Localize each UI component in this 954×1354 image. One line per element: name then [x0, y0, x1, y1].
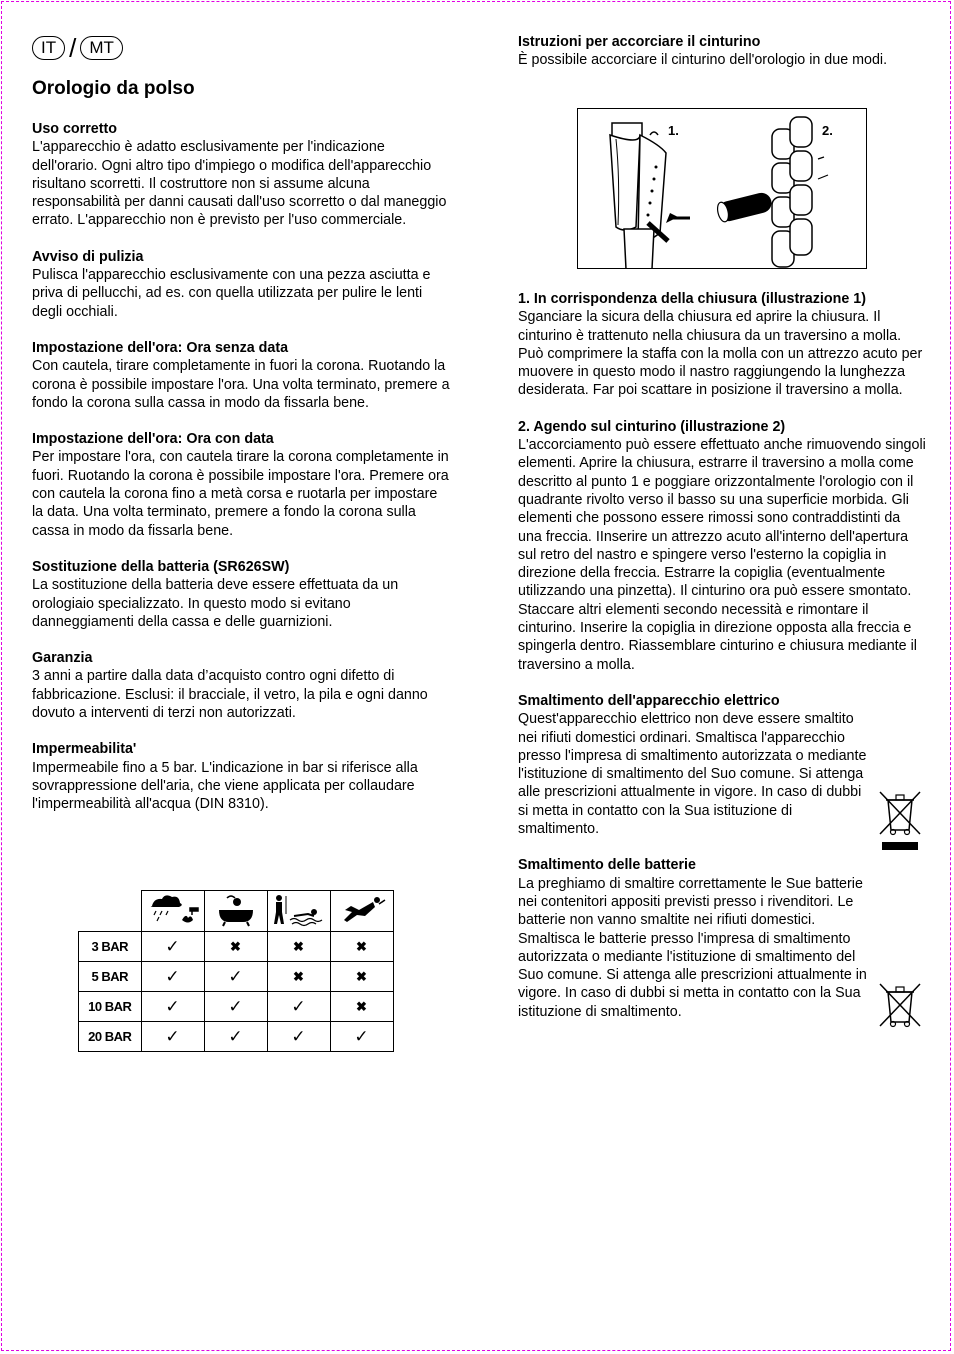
page-title: Orologio da polso — [32, 78, 195, 99]
illustration-label-2: 2. — [822, 123, 833, 138]
section-heading: Avviso di pulizia — [32, 248, 144, 265]
section-heading: Impostazione dell'ora: Ora con data — [32, 431, 274, 448]
mark-ok: ✓ — [204, 992, 267, 1022]
section-heading: Smaltimento dell'apparecchio elettrico — [518, 692, 780, 709]
section-text: Quest'apparecchio elettrico non deve essere smaltito nei rifiuti domestici ordinari. Smaltisca l'apparecchio presso l'impresa di smaltimento autorizzata o mediante l'istituzione di smaltimento del Suo comune. Si attenga alle prescrizioni attualmente in vigore. In caso di dubbi si metta in contatto con la Sua istituzione di smaltimento. — [518, 711, 867, 838]
section-garanzia — [32, 649, 452, 722]
section-smaltimento-batterie — [518, 856, 876, 1021]
weee-bin-icon — [878, 790, 922, 852]
section-avviso-pulizia — [32, 248, 452, 321]
section-cinturino — [518, 418, 928, 674]
left-column — [32, 120, 452, 832]
bar-label: 3 BAR — [79, 932, 142, 962]
section-heading: 1. In corrispondenza della chiusura (illustrazione 1) — [518, 291, 866, 307]
section-uso-corretto — [32, 120, 452, 230]
section-text: Impermeabile fino a 5 bar. L'indicazione in bar si riferisce alla sovrappressione dell'aria, che viene applicata per collaudare l'impermeabilità all'acqua (DIN 8310). — [32, 759, 418, 813]
section-heading: Smaltimento delle batterie — [518, 857, 696, 874]
mark-ok: ✓ — [141, 1022, 204, 1052]
swimming-icon — [267, 891, 330, 932]
section-text: La preghiamo di smaltire correttamente le Sue batterie nei contenitori appositi previsti presso i rivenditori. Le batterie non vanno smaltite nei rifiuti domestici. Smaltisca le batterie presso l'impresa di smaltimento autorizzata o mediante l'istituzione di smaltimento del Suo comune. Si attenga alle prescrizioni attualmente in vigore. In caso di dubbi si metta in contatto con la Sua istituzione di smaltimento. — [518, 875, 867, 1020]
lang-badge-mt: MT — [80, 36, 123, 60]
mark-ok: ✓ — [204, 1022, 267, 1052]
section-impermeabilita — [32, 740, 452, 813]
section-ora-senza-data — [32, 339, 452, 412]
bar-label: 5 BAR — [79, 962, 142, 992]
mark-no: ✖ — [330, 992, 393, 1022]
table-row — [79, 1022, 394, 1052]
section-heading: 2. Agendo sul cinturino (illustrazione 2) — [518, 418, 786, 435]
section-heading: Garanzia — [32, 650, 93, 667]
section-heading: Uso corretto — [32, 121, 117, 137]
section-text: La sostituzione della batteria deve essere effettuata da un orologiaio specializzato. In questo modo si evitano danneggiamenti della cassa e delle guarnizioni. — [32, 577, 399, 630]
section-batteria — [32, 558, 452, 631]
section-text: Con cautela, tirare completamente in fuori la corona. Ruotando la corona è possibile impostare l'ora. Una volta terminato, premere a fondo la corona sulla cassa in modo da fissarla bene. — [32, 358, 450, 411]
section-text: Per impostare l'ora, con cautela tirare la corona completamente in fuori. Ruotando la corona è possibile impostare l'ora. Premere ora con cautela la corona fino a metà corsa e ruotarla per impostare la data. Una volta terminato, premere a fondo la corona sulla cassa in modo da fissarla bene. — [32, 449, 449, 539]
badge-separator: / — [69, 33, 77, 63]
table-icon-row — [79, 891, 394, 932]
mark-no: ✖ — [330, 932, 393, 962]
mark-ok: ✓ — [141, 932, 204, 962]
bath-shower-icon — [204, 891, 267, 932]
mark-ok: ✓ — [330, 1022, 393, 1052]
lang-badge-it: IT — [32, 36, 65, 60]
mark-ok: ✓ — [267, 992, 330, 1022]
strap-illustration — [577, 108, 867, 269]
section-text: È possibile accorciare il cinturino dell'orologio in due modi. — [518, 52, 888, 69]
section-text: Sganciare la sicura della chiusura ed aprire la chiusura. Il cinturino è trattenuto nella chiusura da un traversino a molla. Può comprimere la staffa con la molla con un attrezzo acuto per muovere in questo modo il nastro raggiungendo la lunghezza desiderata. Far poi scattare in posizione il traversino a molla. — [518, 309, 923, 399]
water-resistance-table — [78, 890, 394, 1052]
right-column — [518, 290, 928, 1039]
right-intro — [518, 33, 928, 88]
mark-ok: ✓ — [267, 1022, 330, 1052]
mark-no: ✖ — [267, 962, 330, 992]
rain-splash-icon — [141, 891, 204, 932]
section-smaltimento-apparecchio — [518, 692, 870, 838]
section-heading: Impostazione dell'ora: Ora senza data — [32, 339, 289, 356]
section-ora-con-data — [32, 430, 452, 540]
section-chiusura — [518, 290, 928, 400]
table-row — [79, 992, 394, 1022]
section-accorciare — [518, 33, 928, 70]
section-text: L'apparecchio è adatto esclusivamente per l'indicazione dell'orario. Ogni altro tipo d'impiego o modifica dell'apparecchio risultano scorretti. Il costruttore non si assume alcuna responsabilità per danni causati dall'uso scorretto o dal maneggio errato. L'apparecchio non è previsto per l'uso commerciale. — [32, 139, 447, 229]
mark-no: ✖ — [204, 932, 267, 962]
mark-ok: ✓ — [141, 992, 204, 1022]
illustration-label-1: 1. — [668, 123, 679, 138]
diving-icon — [330, 891, 393, 932]
mark-ok: ✓ — [204, 962, 267, 992]
section-text: L'accorciamento può essere effettuato anche rimuovendo singoli elementi. Aprire la chiusura, estrarre il traversino a molla come descritto al punto 1 e poggiare orizzontalmente l'orologio con il quadrante rivolto verso il basso su una superficie morbida. Gli elementi che possono essere rimossi sono contraddistinti da una freccia. IInserire un attrezzo acuto all'interno dell'apertura sul retro del nastro e spingere verso l'esterno la copiglia in direzione della freccia. Estrarre la copiglia (eventualmente utilizzando una pinzetta). Il cinturino ora può essere smontato. Staccare altri elementi secondo necessità e rimontare il cinturino. Inserire la copiglia in direzione opposta alla freccia e spingerla dentro. Riassemblare cinturino e chiusura mediante il traversino a molla. — [518, 437, 926, 673]
table-row — [79, 932, 394, 962]
section-heading: Sostituzione della batteria (SR626SW) — [32, 558, 290, 575]
language-badges — [32, 35, 123, 61]
mark-ok: ✓ — [141, 962, 204, 992]
section-heading: Impermeabilita' — [32, 741, 137, 758]
battery-bin-icon — [878, 982, 922, 1028]
bar-label: 20 BAR — [79, 1022, 142, 1052]
section-heading: Istruzioni per accorciare il cinturino — [518, 34, 761, 50]
mark-no: ✖ — [267, 932, 330, 962]
table-row — [79, 962, 394, 992]
section-text: 3 anni a partire dalla data d’acquisto contro ogni difetto di fabbricazione. Esclusi: il bracciale, il vetro, la pila e ogni danno dovuto a interventi di terzi non autorizzati. — [32, 668, 428, 722]
bar-label: 10 BAR — [79, 992, 142, 1022]
mark-no: ✖ — [330, 962, 393, 992]
table-corner — [79, 891, 142, 932]
section-text: Pulisca l'apparecchio esclusivamente con una pezza asciutta e priva di pellucchi, ad es. con quella utilizzata per pulire le lenti degli occhiali. — [32, 267, 431, 320]
